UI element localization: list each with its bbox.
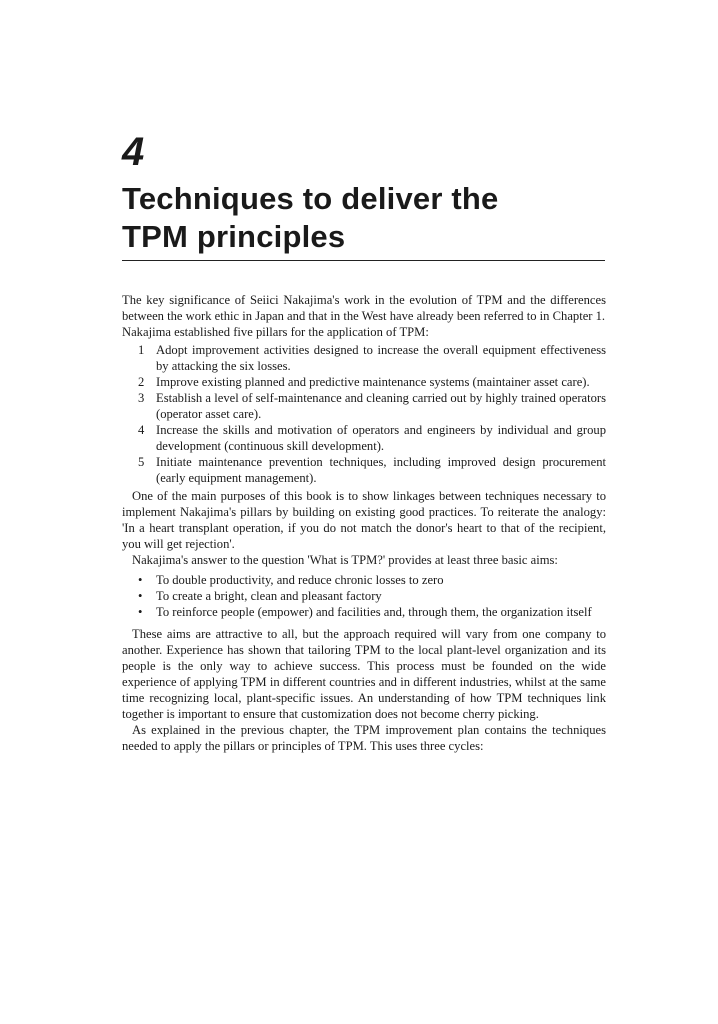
- list-item: • To create a bright, clean and pleasant factory: [156, 588, 606, 604]
- chapter-title: [122, 180, 499, 256]
- chapter-title-line-1: Techniques to deliver the: [122, 181, 499, 216]
- list-item-text: Increase the skills and motivation of operators and engineers by individual and group development (continuous skill development).: [156, 423, 606, 453]
- paragraph-purposes: One of the main purposes of this book is to show linkages between techniques necessary to implement Nakajima's pillars by building on existing good practices. To reiterate the analogy: 'In a heart transplant operation, if you do not match the donor's heart to that of the recipient, you will get rejection'.: [122, 489, 606, 551]
- list-number: 3: [138, 391, 145, 405]
- intro-paragraph: The key significance of Seiici Nakajima's work in the evolution of TPM and the differences between the work ethic in Japan and that in the West have already been referred to in Chapter 1.: [122, 293, 606, 323]
- list-number: 1: [138, 343, 145, 357]
- list-item: [138, 342, 606, 374]
- list-item-text: Improve existing planned and predictive maintenance systems (maintainer asset care).: [156, 375, 590, 389]
- list-item: • To reinforce people (empower) and facilities and, through them, the organization itself: [156, 604, 606, 620]
- paragraph-previous: As explained in the previous chapter, the TPM improvement plan contains the techniques needed to apply the pillars or principles of TPM. This uses three cycles:: [122, 723, 606, 753]
- pillars-list: [122, 342, 606, 486]
- chapter-title-line-2: TPM principles: [122, 219, 346, 254]
- aims-list: [122, 572, 606, 620]
- list-item: • To double productivity, and reduce chronic losses to zero: [156, 572, 606, 588]
- list-number: 5: [138, 455, 145, 469]
- list-item: [138, 454, 606, 486]
- list-item-text: Initiate maintenance prevention techniques, including improved design procurement (early equipment management).: [156, 455, 606, 485]
- list-item-text: Adopt improvement activities designed to increase the overall equipment effectiveness by attacking the six losses.: [156, 343, 606, 373]
- list-item: [138, 422, 606, 454]
- list-item: [138, 390, 606, 422]
- paragraph-attractive: These aims are attractive to all, but the approach required will vary from one company to another. Experience has shown that tailoring TPM to the local plant-level organization and its people is the only way to achieve success. This process must be founded on the wide experience of applying TPM in different countries and in different industries, whilst at the same time recognizing local, plant-specific issues. An understanding of how TPM techniques link together is important to ensure that customization does not become cherry picking.: [122, 627, 606, 721]
- list-number: 4: [138, 423, 145, 437]
- list-item: [138, 374, 606, 390]
- paragraph-answer: Nakajima's answer to the question 'What is TPM?' provides at least three basic aims:: [132, 553, 558, 567]
- title-rule: [122, 260, 605, 261]
- chapter-number: 4: [122, 130, 145, 174]
- list-number: 2: [138, 375, 145, 389]
- pillars-intro: Nakajima established five pillars for the application of TPM:: [122, 325, 429, 339]
- body-text: [122, 292, 606, 754]
- list-item-text: Establish a level of self-maintenance and cleaning carried out by highly trained operators (operator asset care).: [156, 391, 606, 421]
